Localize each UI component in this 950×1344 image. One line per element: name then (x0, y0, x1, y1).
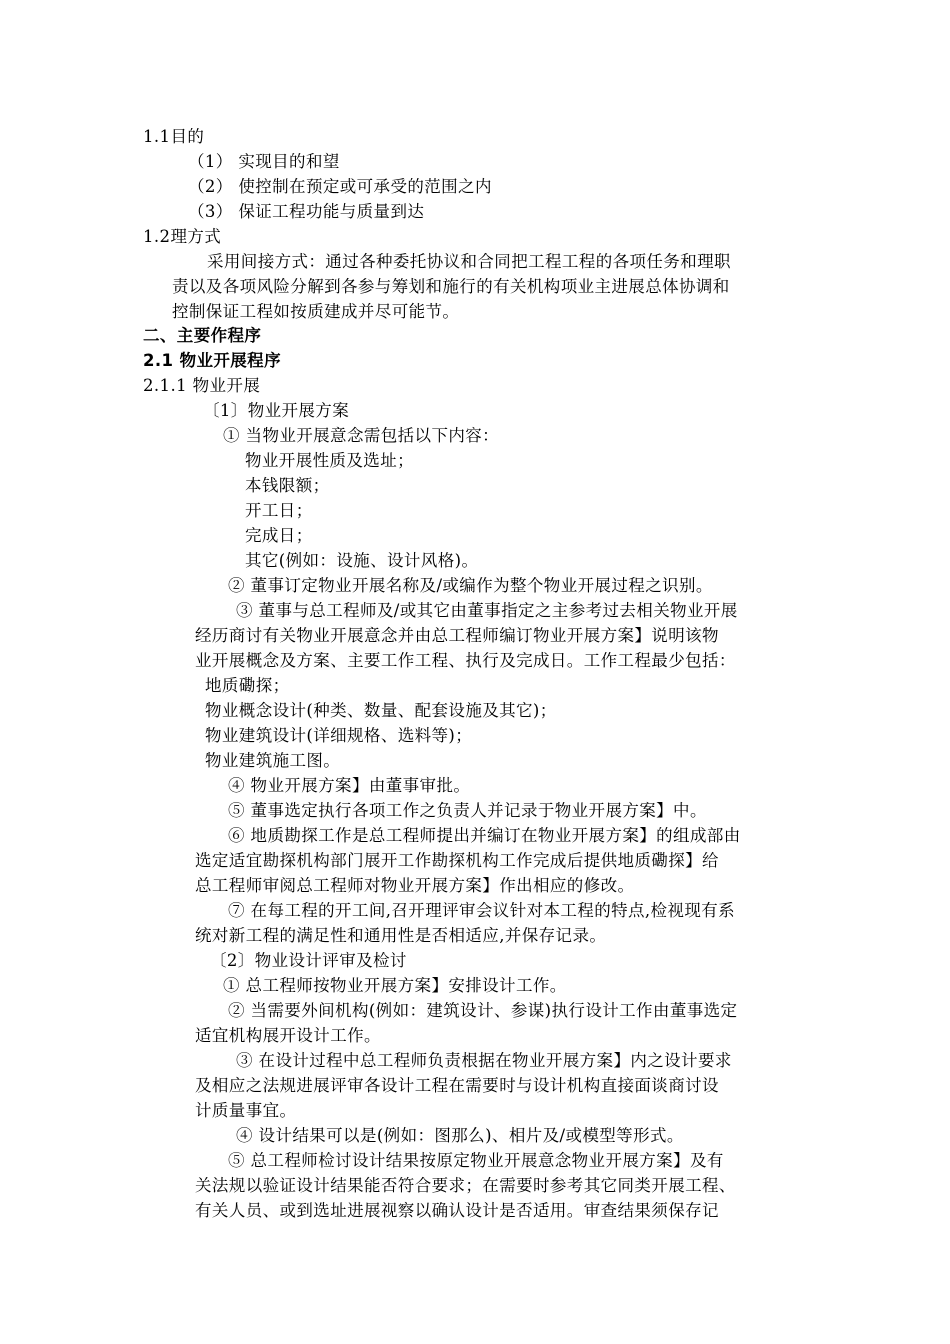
paragraph-line: 及相应之法规进展评审各设计工程在需要时与设计机构直接面谈商讨设 (195, 1076, 719, 1095)
paragraph-line: 总工程师审阅总工程师对物业开展方案】作出相应的修改。 (195, 876, 635, 895)
item-heading: 〔1〕物业开展方案 (203, 401, 350, 420)
list-item: ① 总工程师按物业开展方案】安排设计工作。 (223, 976, 567, 995)
section-heading-1-2: 1.2理方式 (143, 227, 222, 246)
paragraph-line: ② 当需要外间机构(例如：建筑设计、参谋)执行设计工作由董事选定 (228, 1001, 738, 1020)
paragraph-line: 统对新工程的满足性和通用性是否相适应,并保存记录。 (195, 926, 607, 945)
paragraph-line: ⑦ 在每工程的开工间,召开理评审会议针对本工程的特点,检视现有系 (228, 901, 736, 920)
section-heading-2-1: 2.1 物业开展程序 (143, 351, 281, 370)
list-item: 地质磡探； (205, 676, 290, 695)
list-item: 物业开展性质及选址； (245, 451, 414, 470)
paragraph-line: ⑥ 地质勘探工作是总工程师提出并编订在物业开展方案】的组成部由 (228, 826, 741, 845)
list-item: （2） 使控制在预定或可承受的范围之内 (188, 177, 492, 196)
list-item: 本钱限额； (245, 476, 330, 495)
list-item: 物业建筑施工图。 (205, 751, 341, 770)
list-item: 完成日； (245, 526, 313, 545)
list-item: ① 当物业开展意念需包括以下内容： (223, 426, 500, 445)
paragraph-line: 责以及各项风险分解到各参与筹划和施行的有关机构项业主进展总体协调和 (172, 277, 730, 296)
list-item: 物业概念设计(种类、数量、配套设施及其它)； (205, 701, 557, 720)
list-item: ② 董事订定物业开展名称及/或编作为整个物业开展过程之识别。 (228, 576, 713, 595)
paragraph-line: 采用间接方式：通过各种委托协议和合同把工程工程的各项任务和理职 (207, 252, 731, 271)
paragraph-line: 业开展概念及方案、主要工作工程、执行及完成日。工作工程最少包括： (195, 651, 736, 670)
list-item: （3） 保证工程功能与质量到达 (188, 202, 425, 221)
list-item: 开工日； (245, 501, 313, 520)
paragraph-line: 有关人员、或到选址进展视察以确认设计是否适用。审查结果须保存记 (195, 1201, 719, 1220)
paragraph-line: 计质量事宜。 (195, 1101, 297, 1120)
paragraph-line: 适宜机构展开设计工作。 (195, 1026, 381, 1045)
paragraph-line: ⑤ 总工程师检讨设计结果按原定物业开展意念物业开展方案】及有 (228, 1151, 724, 1170)
list-item: ④ 设计结果可以是(例如：图那么)、相片及/或模型等形式。 (236, 1126, 684, 1145)
paragraph-line: ③ 在设计过程中总工程师负责根据在物业开展方案】内之设计要求 (236, 1051, 732, 1070)
list-item: ④ 物业开展方案】由董事审批。 (228, 776, 471, 795)
list-item: 物业建筑设计(详细规格、选料等)； (205, 726, 473, 745)
item-heading: 〔2〕物业设计评审及检讨 (210, 951, 407, 970)
paragraph-line: 控制保证工程如按质建成并尽可能节。 (172, 302, 460, 321)
list-item: ⑤ 董事选定执行各项工作之负责人并记录于物业开展方案】中。 (228, 801, 707, 820)
subsection-heading-2-1-1: 2.1.1 物业开展 (143, 376, 261, 395)
list-item: （1） 实现目的和望 (188, 152, 340, 171)
section-heading-1-1: 1.1目的 (143, 127, 205, 146)
paragraph-line: ③ 董事与总工程师及/或其它由董事指定之主参考过去相关物业开展 (236, 601, 738, 620)
paragraph-line: 经历商讨有关物业开展意念并由总工程师编订物业开展方案】说明该物 (195, 626, 719, 645)
list-item: 其它(例如：设施、设计风格)。 (245, 551, 479, 570)
paragraph-line: 关法规以验证设计结果能否符合要求；在需要时参考其它同类开展工程、 (195, 1176, 736, 1195)
chapter-heading: 二、主要作程序 (143, 326, 262, 345)
paragraph-line: 选定适宜勘探机构部门展开工作勘探机构工作完成后提供地质磡探】给 (195, 851, 719, 870)
